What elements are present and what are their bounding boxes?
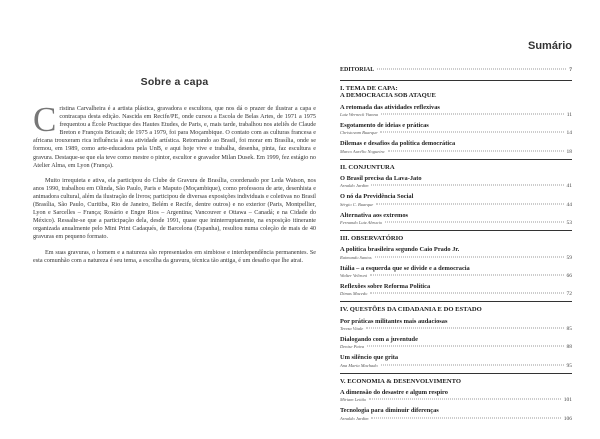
leader-dots <box>377 69 566 70</box>
toc-article-author: Arnaldo Jardim <box>340 415 369 421</box>
paragraph-3: Em suas gravuras, o homem e a natureza são representados em simbiose e interdependência permanentes. Se esta comunhão com a natureza é seu tema, a escolha da gravura, técnica tão antiga, é um desafio que lhe atrai. <box>33 249 316 264</box>
table-of-contents <box>340 40 572 426</box>
toc-article-title: O nó da Previdência Social <box>340 193 414 201</box>
about-cover-column <box>33 76 316 265</box>
section-divider <box>340 230 572 231</box>
toc-article-page: 59 <box>566 254 572 261</box>
toc-article-author: Míriam Leitão <box>340 397 367 403</box>
leader-dots <box>380 132 563 133</box>
toc-article-page: 18 <box>566 148 572 155</box>
toc-editorial-page: 7 <box>569 67 572 73</box>
toc-article-author: Christovam Buarque <box>340 130 378 136</box>
toc-author-row <box>340 396 572 404</box>
leader-dots <box>385 222 563 223</box>
paragraph-2: Muito irrequieta e ativa, ela participou do Clube de Gravura de Brasília, coordenado por Leda Watson, nos anos 1990, trabalhou em Olinda, São Paulo, Paris e Maputo (Moçambique), como professora de arte, desenhista e animadora cultural, além da ilustração de livros; participou de diversas exposições individuais e coletivas no Brasil (Brasília, São Paulo, Curitiba, Rio de Janeiro, Belém e Recife, dentre outros) e no exterior (Paris, Montpellier, Lyon e Sarcelles – França; Rosário e Engre Rios – Argentina; Vancouver e Ottawa – Canadá; e na Cidade do México). Ressalte-se que a participação dela, desde 1991, quase que ininterruptamente, na exposição itinerante organizada anualmente pelo Mini Print Cadaqués, de Barcelona (Espanha), resultou numa coleção de mais de 40 gravuras em pequeno formato. <box>33 177 316 241</box>
toc-article-page: 14 <box>566 130 572 137</box>
toc-article-row <box>340 353 572 361</box>
toc-author-row <box>340 325 572 333</box>
toc-section-heading: I. TEMA DE CAPA: A DEMOCRACIA SOB ATAQUE <box>340 85 436 100</box>
leader-dots <box>371 417 560 418</box>
toc-section-heading: II. CONJUNTURA <box>340 163 395 171</box>
toc-article-author: Fernando Luiz Abrucio <box>340 220 383 225</box>
toc-article-title: A retomada das atividades reflexivas <box>340 103 440 111</box>
toc-section <box>340 301 572 369</box>
toc-article-author: Walter Veltroni <box>340 273 368 278</box>
leader-dots <box>370 275 563 276</box>
toc-article[interactable] <box>340 335 572 351</box>
toc-section <box>340 230 572 298</box>
toc-article[interactable] <box>340 388 572 404</box>
section-divider <box>340 301 572 302</box>
toc-article-page: 11 <box>566 112 572 119</box>
toc-article[interactable] <box>340 406 572 422</box>
about-cover-title: Sobre a capa <box>140 76 209 88</box>
leader-dots <box>375 256 564 257</box>
toc-article-author: Dimas Macedo <box>340 291 368 297</box>
toc-author-row <box>340 182 572 190</box>
toc-article-page: 72 <box>566 291 572 298</box>
leader-dots <box>371 185 563 186</box>
toc-article-row <box>340 139 572 147</box>
toc-article-row <box>340 282 572 290</box>
leader-dots <box>369 399 561 400</box>
toc-article-row <box>340 245 572 253</box>
leader-dots <box>381 364 564 365</box>
toc-article-title: O Brasil precisa da Lava-Jato <box>340 175 422 183</box>
toc-author-row <box>340 148 572 156</box>
toc-article-row <box>340 264 572 272</box>
toc-article-page: 101 <box>563 397 572 404</box>
paragraph-1 <box>33 100 316 170</box>
toc-section <box>340 373 572 423</box>
leader-dots <box>366 328 563 329</box>
toc-article-page: 85 <box>566 326 572 332</box>
toc-article-row <box>340 211 572 219</box>
toc-article[interactable] <box>340 353 572 369</box>
section-divider <box>340 159 572 160</box>
toc-article-author: Arnaldo Jardim <box>340 183 369 189</box>
toc-article[interactable] <box>340 139 572 155</box>
drop-cap: C <box>33 100 57 139</box>
toc-section <box>340 80 572 156</box>
toc-article-row <box>340 406 572 414</box>
toc-author-row <box>340 201 572 209</box>
toc-author-row <box>340 272 572 280</box>
toc-article[interactable] <box>340 192 572 208</box>
toc-article[interactable] <box>340 121 572 137</box>
toc-article-title: A política brasileira segundo Caio Prado Jr. <box>340 246 460 254</box>
toc-article-author: Sérgio C. Buarque <box>340 201 374 207</box>
toc-article[interactable] <box>340 103 572 119</box>
paragraph-1-text: ristina Carvalheira é a artista plástica, gravadora e escultora, que nos dá o prazer de ilustrar a capa e contracapa desta edição. Nascida em Recife/PE, onde cursou a Escola de Belas Artes, de 1971 a 1975 frequentou a École Practique des Hautes Etudes, de Paris, e, mais tarde, trabalhou nos ateliês de Claude Breton e François Bricault; de 1975 a 1979, foi para Moçambique. O contato com as culturas francesa e africana trouxeram rica influência à sua atividade artística. Retornando ao Brasil, foi morar em Brasília, onde se formou, em 1989, como arte-educadora pela UnB, e aqui hoje vive e trabalha, desenha, pinta, faz escultura e gravura. Destaque-se que ela teve como mestre o pintor, escultor e gravador Milan Dusek. Em 1999, fez estágio no Atelier Alma, em Lyon (França). <box>33 106 316 169</box>
toc-article-title: Por práticas militantes mais audaciosas <box>340 317 448 325</box>
toc-editorial[interactable] <box>340 67 572 74</box>
toc-article-author: Ana Maria Machado <box>340 362 378 368</box>
leader-dots <box>376 203 563 204</box>
section-divider <box>340 80 572 81</box>
toc-article-row <box>340 121 572 129</box>
toc-article-author: Luiz Werneck Vianna <box>340 112 378 118</box>
toc-article-page: 44 <box>566 201 572 208</box>
toc-article-title: A dimensão do desastre e algum respiro <box>340 389 448 396</box>
leader-dots <box>370 293 563 294</box>
toc-author-row <box>340 290 572 298</box>
toc-title: Sumário <box>527 40 572 52</box>
toc-article-title: Dilemas e desafios da política democrática <box>340 140 456 148</box>
toc-article[interactable] <box>340 264 572 280</box>
toc-article-page: 95 <box>566 362 572 369</box>
toc-author-row <box>340 343 572 351</box>
toc-article-author: Raimundo Santos <box>340 254 372 260</box>
toc-article-page: 41 <box>566 183 572 190</box>
toc-article[interactable] <box>340 211 572 227</box>
toc-article-row <box>340 174 572 182</box>
toc-author-row <box>340 129 572 137</box>
toc-article[interactable] <box>340 245 572 261</box>
toc-article-title: Esgotamento de ideias e práticas <box>340 122 429 130</box>
toc-article[interactable] <box>340 317 572 333</box>
toc-author-row <box>340 362 572 370</box>
toc-section <box>340 159 572 227</box>
section-divider <box>340 373 572 374</box>
toc-article-author: Tereza Vitale <box>340 326 364 331</box>
toc-article-title: Dialogando com a juventude <box>340 336 418 343</box>
toc-author-row <box>340 111 572 119</box>
leader-dots <box>381 114 564 115</box>
toc-article-author: Denise Paiva <box>340 344 365 350</box>
toc-author-row <box>340 254 572 262</box>
toc-article-row <box>340 192 572 200</box>
toc-article-page: 106 <box>563 415 572 422</box>
toc-author-row <box>340 219 572 227</box>
toc-article-row <box>340 388 572 396</box>
toc-article-row <box>340 103 572 111</box>
toc-section-heading: IV. QUESTÕES DA CIDADANIA E DO ESTADO <box>340 306 482 314</box>
toc-article-title: Reflexões sobre Reforma Política <box>340 283 431 290</box>
toc-article[interactable] <box>340 282 572 298</box>
toc-article-row <box>340 335 572 343</box>
toc-article-title: Tecnologia para diminuir diferenças <box>340 407 439 415</box>
toc-editorial-label: EDITORIAL <box>340 67 375 73</box>
toc-section-heading: V. ECONOMIA & DESENVOLVIMENTO <box>340 377 462 385</box>
toc-article-row <box>340 317 572 325</box>
toc-sections <box>340 80 572 423</box>
toc-article-page: 53 <box>566 220 572 226</box>
toc-author-row <box>340 415 572 423</box>
toc-section-heading: III. OBSERVATÓRIO <box>340 235 404 242</box>
toc-article-title: Alternativa aos extremos <box>340 211 409 219</box>
leader-dots <box>388 150 564 151</box>
leader-dots <box>367 346 563 347</box>
toc-article-title: Um silêncio que grita <box>340 354 399 362</box>
toc-article-page: 88 <box>566 344 572 351</box>
toc-article-page: 66 <box>566 273 572 279</box>
toc-article-author: Marco Aurélio Nogueira <box>340 148 385 154</box>
toc-article-title: Itália – a esquerda que se divide e a democracia <box>340 264 470 272</box>
toc-article[interactable] <box>340 174 572 190</box>
